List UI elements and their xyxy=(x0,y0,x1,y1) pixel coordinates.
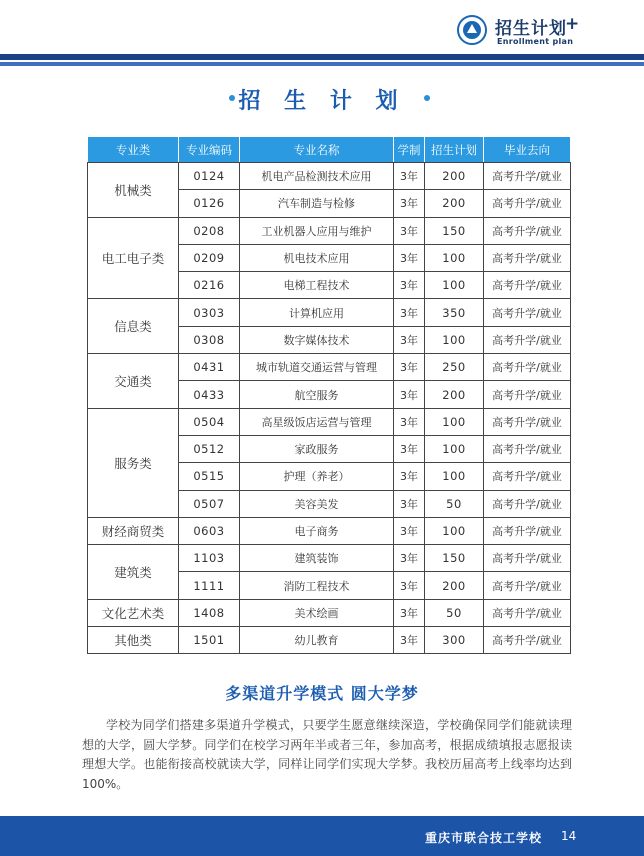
duration-cell: 3年 xyxy=(394,272,425,299)
destination-cell: 高考升学/就业 xyxy=(484,627,571,654)
plan-cell: 100 xyxy=(425,326,484,353)
name-cell: 汽车制造与检修 xyxy=(240,190,394,217)
code-cell: 0124 xyxy=(179,163,240,190)
name-cell: 电梯工程技术 xyxy=(240,272,394,299)
code-cell: 0603 xyxy=(179,517,240,544)
plan-cell: 200 xyxy=(425,381,484,408)
name-cell: 航空服务 xyxy=(240,381,394,408)
header-divider-dark xyxy=(0,54,644,60)
name-cell: 护理（养老） xyxy=(240,463,394,490)
category-cell: 电工电子类 xyxy=(88,217,179,299)
header-subtitle: Enrollment plan xyxy=(497,37,574,46)
plan-cell: 300 xyxy=(425,627,484,654)
duration-cell: 3年 xyxy=(394,326,425,353)
code-cell: 0512 xyxy=(179,435,240,462)
plan-cell: 100 xyxy=(425,517,484,544)
code-cell: 0507 xyxy=(179,490,240,517)
name-cell: 高星级饭店运营与管理 xyxy=(240,408,394,435)
duration-cell: 3年 xyxy=(394,627,425,654)
name-cell: 幼儿教育 xyxy=(240,627,394,654)
table-header-cell: 招生计划 xyxy=(425,137,484,163)
header-title: 招生计划 xyxy=(495,19,567,39)
table-row xyxy=(88,599,571,626)
name-cell: 机电技术应用 xyxy=(240,244,394,271)
page-title: 招 生 计 划 xyxy=(238,89,406,114)
plan-cell: 200 xyxy=(425,163,484,190)
destination-cell: 高考升学/就业 xyxy=(484,517,571,544)
table-header-row xyxy=(88,137,571,163)
table-row xyxy=(88,217,571,244)
duration-cell: 3年 xyxy=(394,190,425,217)
name-cell: 机电产品检测技术应用 xyxy=(240,163,394,190)
destination-cell: 高考升学/就业 xyxy=(484,435,571,462)
plan-cell: 250 xyxy=(425,354,484,381)
code-cell: 0303 xyxy=(179,299,240,326)
table-row xyxy=(88,627,571,654)
name-cell: 工业机器人应用与维护 xyxy=(240,217,394,244)
code-cell: 1408 xyxy=(179,599,240,626)
plan-cell: 150 xyxy=(425,545,484,572)
destination-cell: 高考升学/就业 xyxy=(484,490,571,517)
destination-cell: 高考升学/就业 xyxy=(484,408,571,435)
footer-school-name: 重庆市联合技工学校 xyxy=(425,831,543,845)
duration-cell: 3年 xyxy=(394,354,425,381)
name-cell: 美容美发 xyxy=(240,490,394,517)
code-cell: 0126 xyxy=(179,190,240,217)
destination-cell: 高考升学/就业 xyxy=(484,326,571,353)
code-cell: 0308 xyxy=(179,326,240,353)
plan-cell: 100 xyxy=(425,244,484,271)
destination-cell: 高考升学/就业 xyxy=(484,545,571,572)
plan-cell: 100 xyxy=(425,408,484,435)
duration-cell: 3年 xyxy=(394,381,425,408)
destination-cell: 高考升学/就业 xyxy=(484,463,571,490)
duration-cell: 3年 xyxy=(394,572,425,599)
plan-cell: 100 xyxy=(425,272,484,299)
destination-cell: 高考升学/就业 xyxy=(484,572,571,599)
destination-cell: 高考升学/就业 xyxy=(484,599,571,626)
title-dot-left-icon xyxy=(229,95,235,101)
header-divider-light xyxy=(0,62,644,66)
duration-cell: 3年 xyxy=(394,163,425,190)
code-cell: 0209 xyxy=(179,244,240,271)
name-cell: 美术绘画 xyxy=(240,599,394,626)
plan-cell: 100 xyxy=(425,463,484,490)
table-row xyxy=(88,517,571,544)
plan-cell: 200 xyxy=(425,572,484,599)
table-row xyxy=(88,299,571,326)
page-title-row xyxy=(0,84,644,116)
duration-cell: 3年 xyxy=(394,545,425,572)
table-row xyxy=(88,163,571,190)
table-header-cell: 专业编码 xyxy=(179,137,240,163)
category-cell: 财经商贸类 xyxy=(88,517,179,544)
plan-cell: 100 xyxy=(425,435,484,462)
category-cell: 交通类 xyxy=(88,354,179,409)
code-cell: 0515 xyxy=(179,463,240,490)
duration-cell: 3年 xyxy=(394,299,425,326)
code-cell: 1111 xyxy=(179,572,240,599)
section-body: 学校为同学们搭建多渠道升学模式，只要学生愿意继续深造，学校确保同学们能就读理想的大学，圆大学梦。同学们在校学习两年半或者三年，参加高考，根据成绩填报志愿报读理想大学。也能衔接高校就读大学，同样让同学们实现大学梦。我校历届高考上线率均达到100%。 xyxy=(82,718,572,791)
duration-cell: 3年 xyxy=(394,217,425,244)
table-row xyxy=(88,408,571,435)
name-cell: 计算机应用 xyxy=(240,299,394,326)
category-cell: 建筑类 xyxy=(88,545,179,600)
page-number: 14 xyxy=(561,829,577,843)
plan-cell: 350 xyxy=(425,299,484,326)
code-cell: 1103 xyxy=(179,545,240,572)
table-row xyxy=(88,545,571,572)
duration-cell: 3年 xyxy=(394,435,425,462)
title-dot-right-icon xyxy=(424,95,430,101)
name-cell: 数字媒体技术 xyxy=(240,326,394,353)
header-logo-area xyxy=(455,14,644,52)
category-cell: 机械类 xyxy=(88,163,179,218)
name-cell: 电子商务 xyxy=(240,517,394,544)
destination-cell: 高考升学/就业 xyxy=(484,163,571,190)
table-header-cell: 学制 xyxy=(394,137,425,163)
plan-cell: 150 xyxy=(425,217,484,244)
section-title: 多渠道升学模式 圆大学梦 xyxy=(225,684,419,703)
school-emblem-icon xyxy=(457,15,487,45)
destination-cell: 高考升学/就业 xyxy=(484,381,571,408)
table-header-cell: 专业名称 xyxy=(240,137,394,163)
code-cell: 0431 xyxy=(179,354,240,381)
destination-cell: 高考升学/就业 xyxy=(484,217,571,244)
name-cell: 家政服务 xyxy=(240,435,394,462)
code-cell: 0216 xyxy=(179,272,240,299)
code-cell: 0504 xyxy=(179,408,240,435)
name-cell: 建筑装饰 xyxy=(240,545,394,572)
code-cell: 0433 xyxy=(179,381,240,408)
plan-cell: 50 xyxy=(425,599,484,626)
destination-cell: 高考升学/就业 xyxy=(484,354,571,381)
category-cell: 其他类 xyxy=(88,627,179,654)
table-header-cell: 毕业去向 xyxy=(484,137,571,163)
code-cell: 0208 xyxy=(179,217,240,244)
duration-cell: 3年 xyxy=(394,599,425,626)
destination-cell: 高考升学/就业 xyxy=(484,272,571,299)
category-cell: 信息类 xyxy=(88,299,179,354)
code-cell: 1501 xyxy=(179,627,240,654)
table-header-cell: 专业类 xyxy=(88,137,179,163)
duration-cell: 3年 xyxy=(394,244,425,271)
duration-cell: 3年 xyxy=(394,408,425,435)
table-row xyxy=(88,354,571,381)
duration-cell: 3年 xyxy=(394,490,425,517)
footer-bar xyxy=(0,816,644,856)
destination-cell: 高考升学/就业 xyxy=(484,190,571,217)
destination-cell: 高考升学/就业 xyxy=(484,299,571,326)
header-plus: + xyxy=(565,14,580,34)
duration-cell: 3年 xyxy=(394,463,425,490)
duration-cell: 3年 xyxy=(394,517,425,544)
plan-cell: 50 xyxy=(425,490,484,517)
destination-cell: 高考升学/就业 xyxy=(484,244,571,271)
category-cell: 服务类 xyxy=(88,408,179,517)
table-body xyxy=(88,163,571,654)
plan-cell: 200 xyxy=(425,190,484,217)
category-cell: 文化艺术类 xyxy=(88,599,179,626)
name-cell: 城市轨道交通运营与管理 xyxy=(240,354,394,381)
enrollment-table xyxy=(87,136,571,654)
name-cell: 消防工程技术 xyxy=(240,572,394,599)
